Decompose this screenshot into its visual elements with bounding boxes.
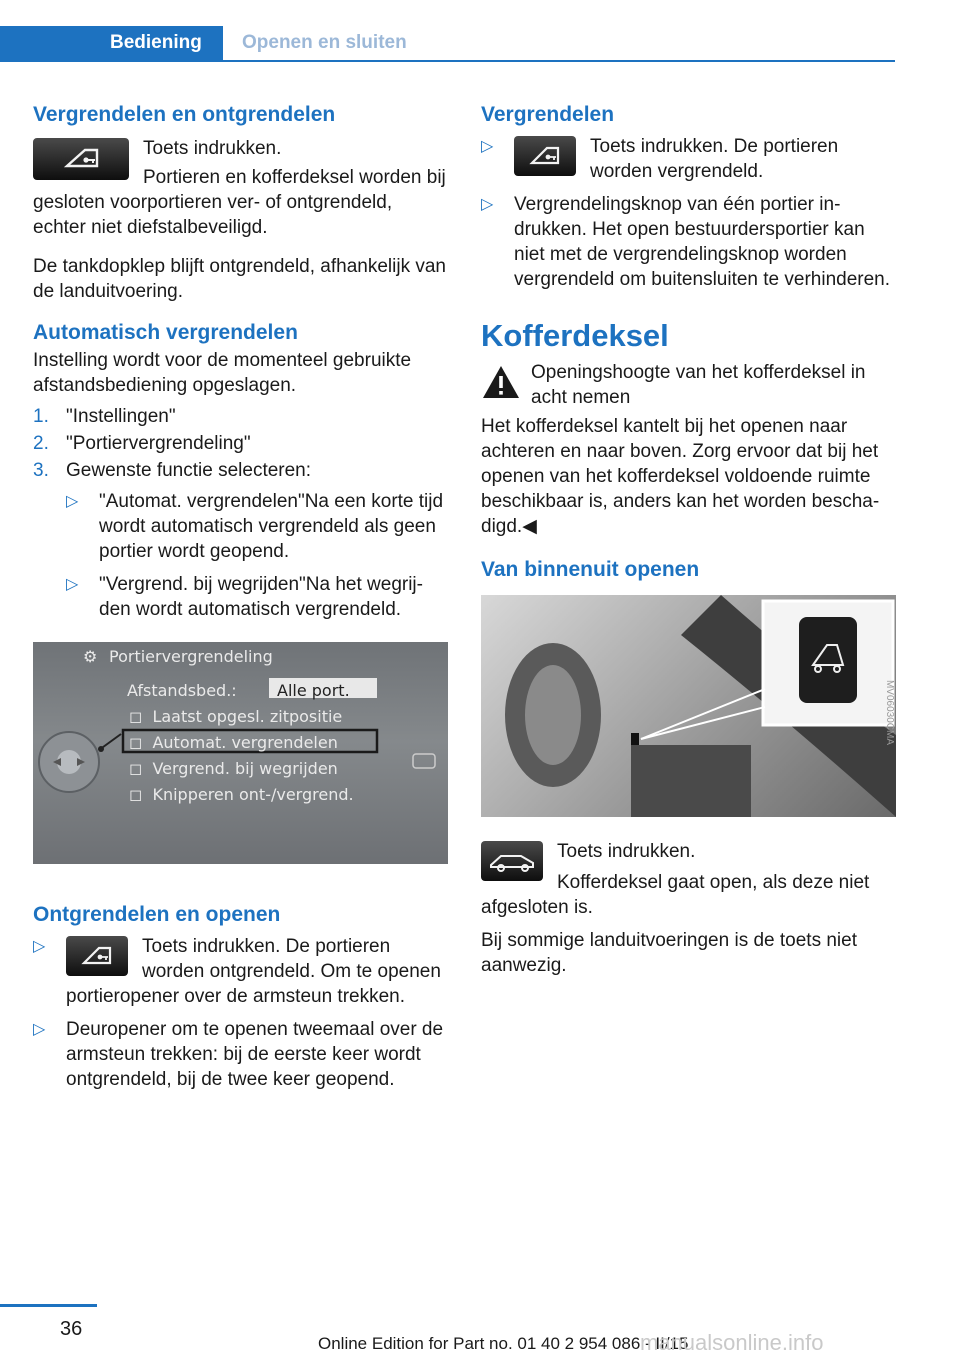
list-item: ▷ Toets indrukken. De portieren worden ontgrendeld. Om te openen portieropener over de armsteun trekken. xyxy=(33,936,441,1007)
header-rule xyxy=(0,60,895,62)
list-item: 3. Gewenste functie selecteren: ▷ "Automat. vergrendelen"Na een korte tijd wordt automatisch vergrendeld als geen portier wordt geopend. ▷ "Vergrend. bij wegrijden"Na het wegrijden wordt automatisch vergrendeld. xyxy=(33,458,448,622)
footer-rule xyxy=(0,1304,97,1307)
door-lock-key-icon xyxy=(514,136,576,176)
screen-option: ◻ Knipperen ont-/vergrend. xyxy=(129,785,354,804)
screen-row-value: Alle port. xyxy=(277,681,350,700)
unlock-list xyxy=(33,934,448,1092)
trunk-button-photo xyxy=(481,595,896,817)
trunk-open-text: Kofferdeksel gaat open, als deze niet afgesloten is. xyxy=(481,872,870,918)
warning-icon xyxy=(481,364,521,400)
lock-list xyxy=(481,134,896,292)
screen-gear-icon: ⚙ xyxy=(83,647,98,666)
fuel-flap-text: De tankdopklep blijft ontgrendeld, afhankelijk van de landuitvoering. xyxy=(33,256,446,302)
screen-option: ◻ Vergrend. bij wegrijden xyxy=(129,759,338,778)
left-column xyxy=(33,100,448,1100)
idrive-screen-image xyxy=(33,642,448,864)
watermark: manualsonline.info xyxy=(640,1330,824,1355)
auto-lock-text: Instelling wordt voor de momenteel gebruikte afstandsbediening opgeslagen. xyxy=(33,350,412,396)
tab-openen-en-sluiten: Openen en sluiten xyxy=(242,32,407,53)
heading-trunk: Kofferdeksel xyxy=(481,318,669,353)
list-item: ▷ "Vergrend. bij wegrijden"Na het wegrijden wordt automatisch vergrendeld. xyxy=(66,574,423,620)
door-lock-key-icon xyxy=(33,138,129,180)
edition-text: Online Edition for Part no. 01 40 2 954 086 - II/15 xyxy=(318,1334,689,1353)
step3-options xyxy=(66,489,448,622)
heading-lock-unlock: Vergrendelen en ontgrendelen xyxy=(33,103,336,126)
photo-code: MV06030CMA xyxy=(884,679,895,745)
list-item: 1. "Instellingen" xyxy=(33,406,176,427)
list-item: ▷ Deuropener om te openen tweemaal over de armsteun trekken: bij de eerste keer wordt ontgrendeld, bij de twee keer geopend. xyxy=(33,1019,444,1090)
door-unlock-key-icon xyxy=(66,936,128,976)
right-column xyxy=(481,100,896,978)
press-key-text: Toets indrukken. xyxy=(557,841,696,862)
heading-auto-lock: Automatisch vergrendelen xyxy=(33,321,298,344)
press-key-text: Toets indrukken. xyxy=(143,138,282,159)
warning-text: Het kofferdeksel kantelt bij het openen naar achteren en naar boven. Zorg ervoor dat bij het openen van het kofferdeksel voldoende ruimte beschikbaar is, anders kan het worden beschadigd.◀ xyxy=(481,416,880,537)
lock-unlock-text: Portieren en kofferdeksel worden bij gesloten voorportieren ver- of ontgrendeld, echter niet diefstalbeveiligd. xyxy=(33,167,446,238)
heading-inside-open: Van binnenuit openen xyxy=(481,558,700,581)
note-text: Bij sommige landuitvoeringen is de toets niet aanwezig. xyxy=(481,930,857,976)
screen-title: Portiervergrendeling xyxy=(109,647,273,666)
list-item: ▷ Vergrendelingsknop van één portier indrukken. Het open bestuurdersportier kan niet met de vergrendelingsknop worden vergrendeld om buitensluiten te verhinderen. xyxy=(481,194,891,290)
screen-option-selected: ◻ Automat. vergrendelen xyxy=(129,733,338,752)
warning-title: Openingshoogte van het kofferdeksel in acht nemen xyxy=(531,362,866,408)
screen-option: ◻ Laatst opgesl. zitpositie xyxy=(129,707,343,726)
list-item: ▷ "Automat. vergrendelen"Na een korte tijd wordt automatisch vergrendeld als geen portier wordt geopend. xyxy=(66,491,444,562)
heading-unlock-open: Ontgrendelen en openen xyxy=(33,903,281,926)
page-number: 36 xyxy=(60,1318,83,1340)
steps-list xyxy=(33,404,448,622)
tab-bediening: Bediening xyxy=(0,26,223,62)
list-item: ▷ Toets indrukken. De portieren worden vergrendeld. xyxy=(481,136,839,182)
trunk-open-key-icon xyxy=(481,841,543,881)
list-item: 2. "Portiervergrendeling" xyxy=(33,433,251,454)
screen-row-label: Afstandsbed.: xyxy=(127,681,237,700)
heading-lock: Vergrendelen xyxy=(481,103,615,126)
